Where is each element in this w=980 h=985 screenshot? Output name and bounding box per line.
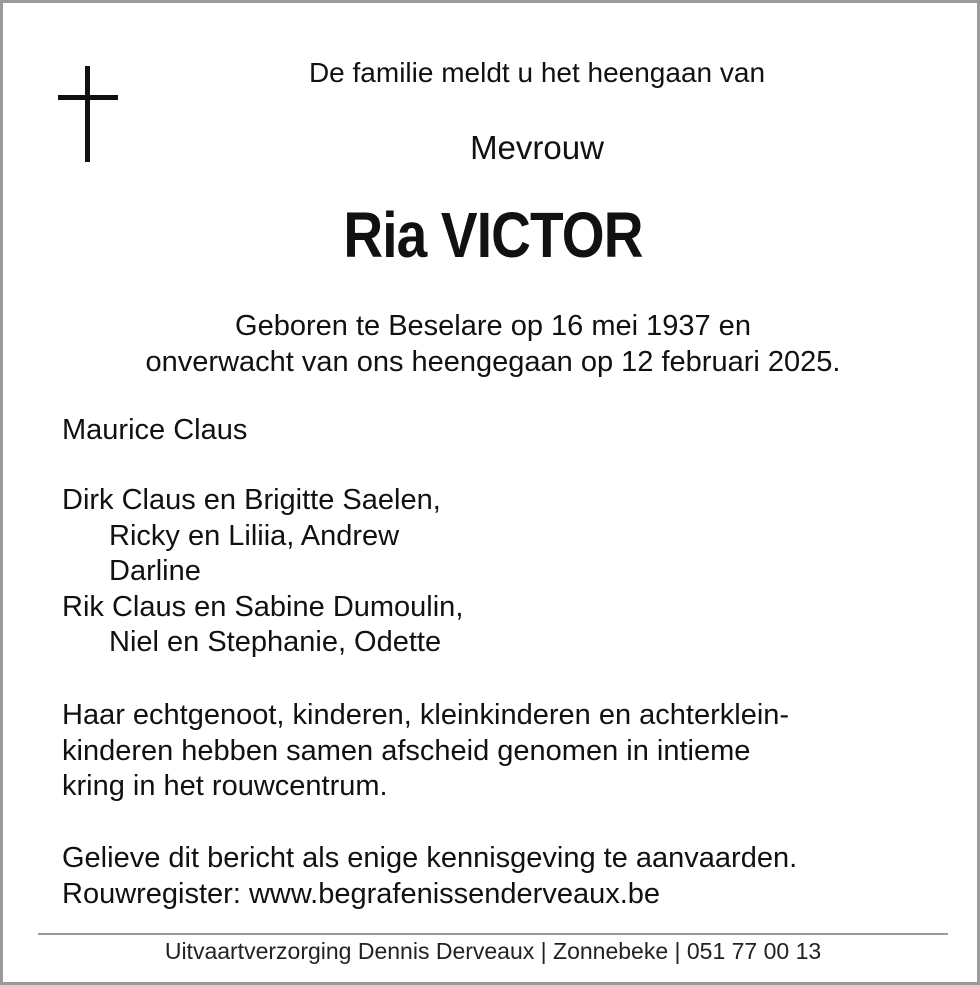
family-line: Darline [109,555,201,587]
message-line: kring in het rouwcentrum. [62,770,388,802]
intro-text: De familie meldt u het heengaan van [308,57,766,88]
footer-divider [38,933,948,935]
honorific-title: Mevrouw [470,129,604,166]
condolence-register: Rouwregister: www.begrafenissenderveaux.be [62,877,661,910]
birth-line: Geboren te Beselare op 16 mei 1937 en [235,310,751,342]
partner-name: Maurice Claus [62,414,248,446]
family-line: Niel en Stephanie, Odette [109,626,442,658]
family-line: Rik Claus en Sabine Dumoulin, [62,590,464,623]
message-line: kinderen hebben samen afscheid genomen in intieme [62,734,751,767]
closing-block [62,841,797,912]
death-line: onverwacht van ons heengegaan op 12 februari 2025. [145,346,841,378]
funeral-home-footer: Uitvaartverzorging Dennis Derveaux | Zonnebeke | 051 77 00 13 [164,938,822,964]
deceased-name: Ria VICTOR [343,199,643,271]
family-line: Dirk Claus en Brigitte Saelen, [62,484,441,516]
farewell-message [62,698,789,805]
family-line: Ricky en Liliia, Andrew [109,519,400,552]
life-dates [3,308,980,380]
family-list [62,483,463,661]
notice-request: Gelieve dit bericht als enige kennisgeving te aanvaarden. [62,842,798,874]
cross-horizontal-bar [58,95,118,100]
message-line: Haar echtgenoot, kinderen, kleinkinderen en achterklein- [62,699,790,731]
